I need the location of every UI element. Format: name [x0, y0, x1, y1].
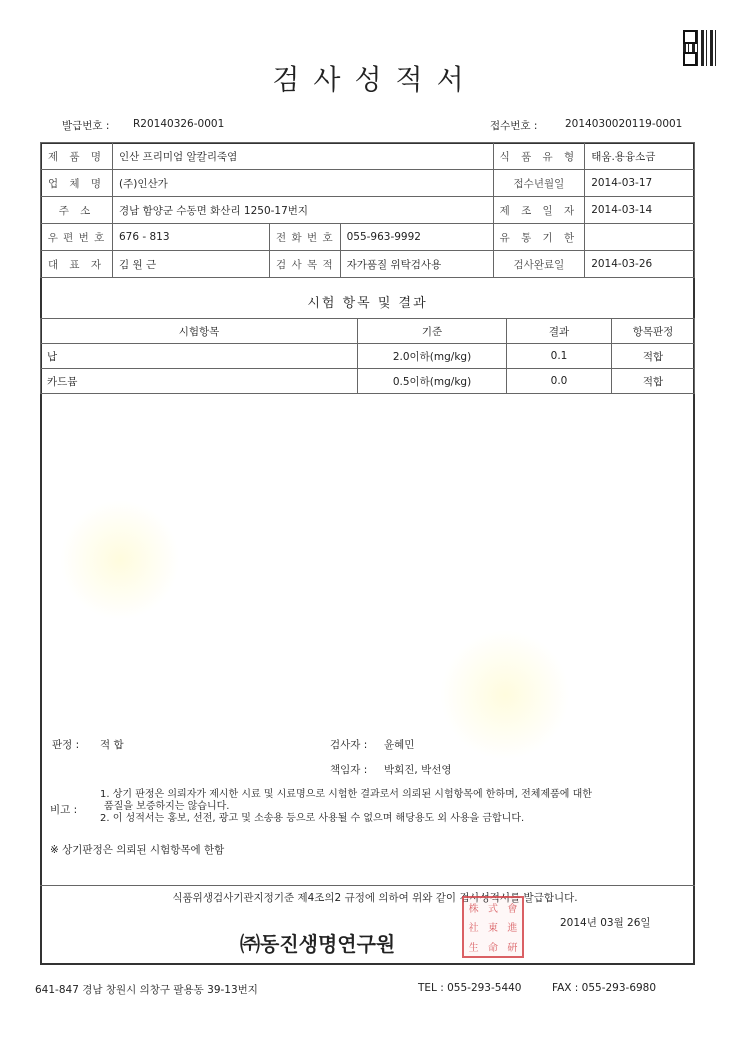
- remark-1: 1. 상기 판정은 의뢰자가 제시한 시료 및 시료명으로 시험한 결과로서 의뢰된 시험항목에 한하며, 전체제품에 대한: [100, 789, 592, 800]
- table-row: [41, 170, 695, 197]
- mfg-date-label: 제 조 일 자: [493, 197, 585, 224]
- document-title: 검사성적서: [272, 63, 478, 96]
- table-row: [41, 251, 695, 278]
- purpose-label: 검 사 목 적: [270, 251, 341, 278]
- issue-no-label: 발급번호 :: [62, 120, 110, 132]
- food-type-label: 식 품 유 형: [493, 143, 585, 170]
- rep-value: 김 원 근: [113, 251, 270, 278]
- footer-fax: FAX : 055-293-6980: [552, 982, 657, 994]
- table-row: [41, 143, 695, 170]
- cell-result: 0.0: [507, 369, 612, 394]
- company-value: (주)인산가: [113, 170, 494, 197]
- postal-label: 우 편 번 호: [41, 224, 113, 251]
- info-table: [40, 142, 695, 278]
- judgment-label: 판정 :: [52, 739, 80, 751]
- cell-test-item: 납: [41, 344, 358, 369]
- manager-value: 박회진, 박선영: [384, 764, 452, 776]
- header-test-item: 시험항목: [41, 319, 358, 344]
- address-value: 경남 함양군 수동면 화산리 1250-17번지: [113, 197, 494, 224]
- header-judgment: 항목판정: [612, 319, 695, 344]
- company-seal: 株 式 會 社 東 進 生 命 硏: [462, 896, 524, 958]
- cell-standard: 0.5이하(mg/kg): [358, 369, 507, 394]
- manager-label: 책임자 :: [330, 764, 368, 776]
- inspector-value: 윤혜민: [384, 739, 415, 751]
- postal-value: 676 - 813: [113, 224, 270, 251]
- expiry-value: [585, 224, 695, 251]
- food-type-value: 태움.용융소금: [585, 143, 695, 170]
- table-row: [41, 197, 695, 224]
- issue-statement: 식품위생검사기관지정기준 제4조의2 규정에 의하여 위와 같이 검사성적서를 발급합니다.: [172, 892, 578, 904]
- phone-value: 055-963-9992: [340, 224, 493, 251]
- header-standard: 기준: [358, 319, 507, 344]
- company-label: 업 체 명: [41, 170, 113, 197]
- address-label: 주 소: [41, 197, 113, 224]
- remarks-label: 비고 :: [50, 804, 78, 816]
- results-table: [40, 318, 695, 394]
- issue-no: R20140326-0001: [133, 118, 225, 130]
- footer-tel: TEL : 055-293-5440: [418, 982, 522, 994]
- complete-label: 검사완료일: [493, 251, 585, 278]
- receipt-no: 2014030020119-0001: [565, 118, 683, 130]
- receipt-date-label: 접수년월일: [493, 170, 585, 197]
- divider: [40, 885, 695, 886]
- purpose-value: 자가품질 위탁검사용: [340, 251, 493, 278]
- product-label: 제 품 명: [41, 143, 113, 170]
- remark-2: 2. 이 성적서는 홍보, 선전, 광고 및 소송용 등으로 사용될 수 없으며 해당용도 외 사용을 금합니다.: [100, 813, 525, 824]
- remark-1-cont: 품질을 보증하지는 않습니다.: [104, 801, 230, 812]
- issuer-name: ㈜동진생명연구원: [240, 932, 396, 956]
- receipt-date-value: 2014-03-17: [585, 170, 695, 197]
- rep-label: 대 표 자: [41, 251, 113, 278]
- product-value: 인산 프리미엄 알칼리죽염: [113, 143, 494, 170]
- cell-judgment: 적합: [612, 344, 695, 369]
- expiry-label: 유 통 기 한: [493, 224, 585, 251]
- cell-standard: 2.0이하(mg/kg): [358, 344, 507, 369]
- receipt-no-label: 접수번호 :: [490, 120, 538, 132]
- phone-label: 전 화 번 호: [270, 224, 341, 251]
- judgment-value: 적 합: [100, 739, 124, 751]
- table-row: [41, 344, 695, 369]
- results-section-title: 시험 항목 및 결과: [40, 290, 695, 318]
- header-result: 결과: [507, 319, 612, 344]
- mfg-date-value: 2014-03-14: [585, 197, 695, 224]
- inspector-label: 검사자 :: [330, 739, 368, 751]
- cell-result: 0.1: [507, 344, 612, 369]
- cell-test-item: 카드뮴: [41, 369, 358, 394]
- table-header-row: [41, 319, 695, 344]
- table-row: [41, 369, 695, 394]
- complete-value: 2014-03-26: [585, 251, 695, 278]
- cell-judgment: 적합: [612, 369, 695, 394]
- table-row: [41, 224, 695, 251]
- footer-address: 641-847 경남 창원시 의창구 팔용동 39-13번지: [35, 984, 258, 996]
- note: ※ 상기판정은 의뢰된 시험항목에 한함: [50, 844, 225, 856]
- issue-date: 2014년 03월 26일: [560, 917, 651, 929]
